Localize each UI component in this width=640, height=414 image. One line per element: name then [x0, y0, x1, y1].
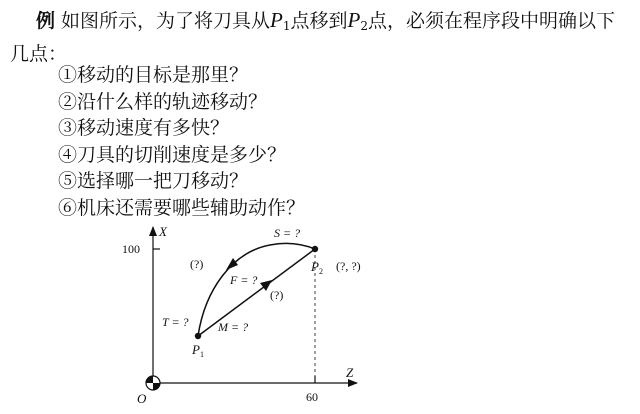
line-question-label: (?) — [270, 288, 284, 302]
tick-x-100-label: 100 — [122, 242, 140, 256]
p2-label-sub: 2 — [318, 267, 323, 276]
intro-text-c: 点，必须在程序段中明确以下几点： — [10, 10, 615, 65]
p2-point — [312, 246, 318, 252]
question-item: ⑤选择哪一把刀移动？ — [58, 170, 249, 192]
tool-label: T = ? — [162, 315, 189, 329]
question-item: ⑥机床还需要哪些辅助动作？ — [58, 196, 306, 219]
p1-label-sub: 1 — [199, 350, 204, 359]
p2-subscript: 2 — [360, 19, 368, 33]
curve-question-label: (?) — [190, 257, 204, 271]
p1-point — [195, 333, 201, 339]
z-axis-label: Z — [346, 365, 354, 380]
p2-label — [310, 259, 323, 276]
p2-coordinates: (?, ?) — [336, 259, 361, 273]
x-axis-label: X — [159, 224, 167, 239]
intro-text-a: 如图所示，为了将刀具从 — [61, 10, 271, 32]
feed-rate-label: F = ? — [230, 273, 258, 287]
p1-label-letter: P — [192, 342, 200, 357]
misc-function-label: M = ? — [218, 320, 249, 334]
question-item: ①移动的目标是那里？ — [58, 64, 249, 86]
straight-path — [198, 249, 315, 336]
p1-label — [191, 342, 204, 359]
tick-z-60-label: 60 — [306, 390, 318, 404]
p2-letter: P — [347, 8, 361, 32]
question-item: ②沿什么样的轨迹移动？ — [58, 90, 268, 113]
question-item: ④刀具的切削速度是多少？ — [58, 143, 287, 166]
example-label: 例 — [36, 10, 56, 32]
intro-text-b: 点移到 — [290, 10, 348, 32]
curve-arrow-icon — [226, 258, 238, 270]
p1-subscript: 1 — [282, 19, 291, 33]
origin-label: O — [137, 391, 147, 406]
question-item: ③移动速度有多快？ — [58, 117, 230, 139]
p1-letter: P — [270, 8, 283, 32]
p2-label-letter: P — [311, 259, 319, 274]
origin-symbol-icon — [146, 376, 160, 390]
spindle-speed-label: S = ? — [274, 226, 301, 240]
